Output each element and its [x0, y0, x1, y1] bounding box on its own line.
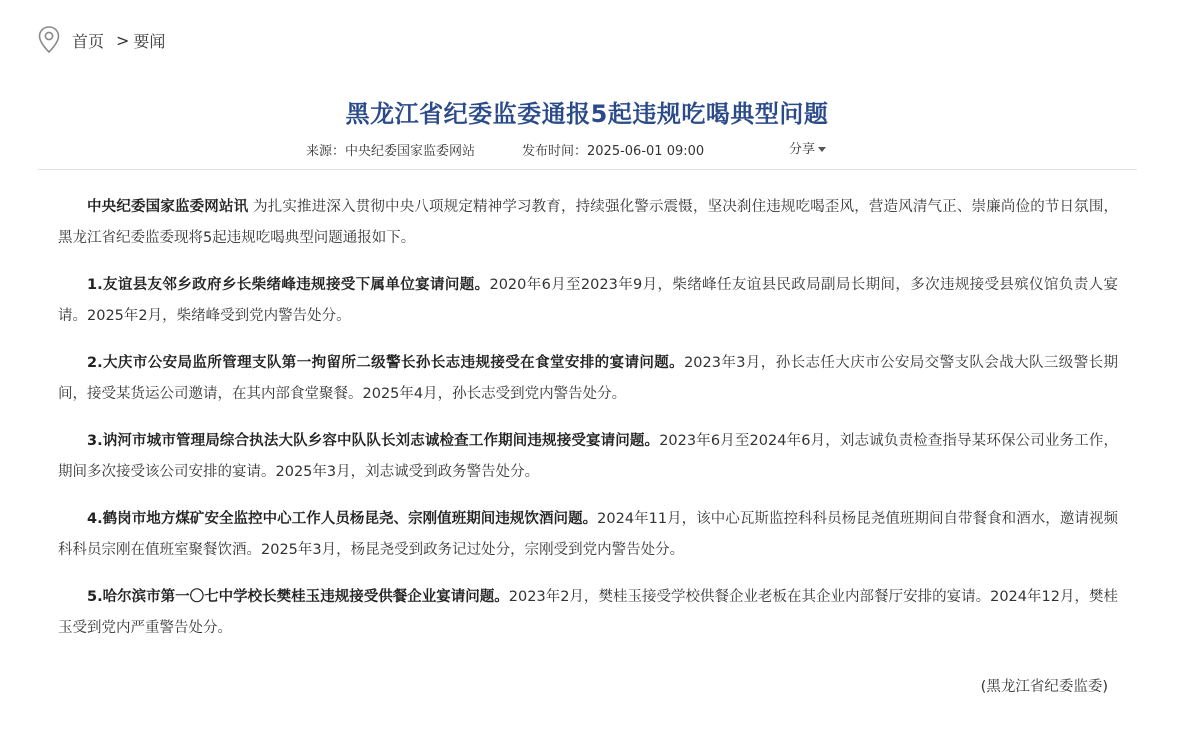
breadcrumb: [36, 26, 165, 54]
article-paragraph: [58, 504, 1118, 566]
article-title: 黑龙江省纪委监委通报5起违规吃喝典型问题: [345, 100, 829, 129]
breadcrumb-separator: >: [116, 30, 130, 50]
paragraph-text: 2020年6月至2023年9月，柴绪峰任友谊县民政局副局长期间，多次违规接受县殡仪馆负责人宴请。2025年2月，柴绪峰受到党内警告处分。: [58, 277, 1118, 324]
source-label: 来源：: [306, 144, 346, 159]
paragraph-lead: 5.哈尔滨市第一〇七中学校长樊桂玉违规接受供餐企业宴请问题。: [87, 589, 509, 605]
article-signature: (黑龙江省纪委监委): [980, 679, 1108, 695]
paragraph-lead: 中央纪委国家监委网站讯: [87, 199, 249, 215]
article-source: [306, 140, 475, 159]
paragraph-lead: 1.友谊县友邻乡政府乡长柴绪峰违规接受下属单位宴请问题。: [87, 277, 490, 293]
article-paragraph: [58, 348, 1118, 410]
time-value: 2025-06-01 09:00: [587, 144, 705, 159]
paragraph-text: 2023年6月至2024年6月，刘志诚负责检查指导某环保公司业务工作，期间多次接受该公司安排的宴请。2025年3月，刘志诚受到政务警告处分。: [58, 433, 1118, 480]
paragraph-text: 2024年11月，该中心瓦斯监控科科员杨昆尧值班期间自带餐食和酒水，邀请视频科科员宗刚在值班室聚餐饮酒。2025年3月，杨昆尧受到政务记过处分，宗刚受到党内警告处分。: [58, 511, 1118, 558]
article-paragraph: [58, 426, 1118, 488]
article-paragraph: [58, 192, 1118, 254]
share-label: 分享: [789, 142, 816, 157]
paragraph-lead: 2.大庆市公安局监所管理支队第一拘留所二级警长孙长志违规接受在食堂安排的宴请问题。: [87, 355, 685, 371]
source-value: 中央纪委国家监委网站: [345, 144, 476, 159]
article-meta: [0, 140, 1201, 160]
breadcrumb-current-link[interactable]: 要闻: [133, 31, 166, 51]
article-paragraph: [58, 270, 1118, 332]
paragraph-text: 2023年2月，樊桂玉接受学校供餐企业老板在其企业内部餐厅安排的宴请。2024年12月，樊桂玉受到党内严重警告处分。: [58, 589, 1118, 636]
paragraph-lead: 4.鹤岗市地方煤矿安全监控中心工作人员杨昆尧、宗刚值班期间违规饮酒问题。: [87, 511, 598, 527]
article-paragraph: [58, 582, 1118, 644]
article-publish-time: [522, 140, 704, 159]
paragraph-lead: 3.讷河市城市管理局综合执法大队乡容中队队长刘志诚检查工作期间违规接受宴请问题。: [87, 433, 660, 449]
paragraph-text: 2023年3月，孙长志任大庆市公安局交警支队会战大队三级警长期间，接受某货运公司邀请，在其内部食堂聚餐。2025年4月，孙长志受到党内警告处分。: [58, 355, 1118, 402]
breadcrumb-home-link[interactable]: 首页: [72, 31, 105, 51]
article-body: [58, 192, 1118, 660]
caret-down-icon: [818, 147, 826, 152]
location-pin-icon: [36, 25, 62, 55]
title-divider: [38, 169, 1137, 170]
paragraph-text: 为扎实推进深入贯彻中央八项规定精神学习教育，持续强化警示震慑，坚决刹住违规吃喝歪风，营造风清气正、崇廉尚俭的节日氛围，黑龙江省纪委监委现将5起违规吃喝典型问题通报如下。: [58, 199, 1119, 246]
share-button[interactable]: [789, 138, 826, 157]
time-label: 发布时间：: [522, 144, 588, 159]
